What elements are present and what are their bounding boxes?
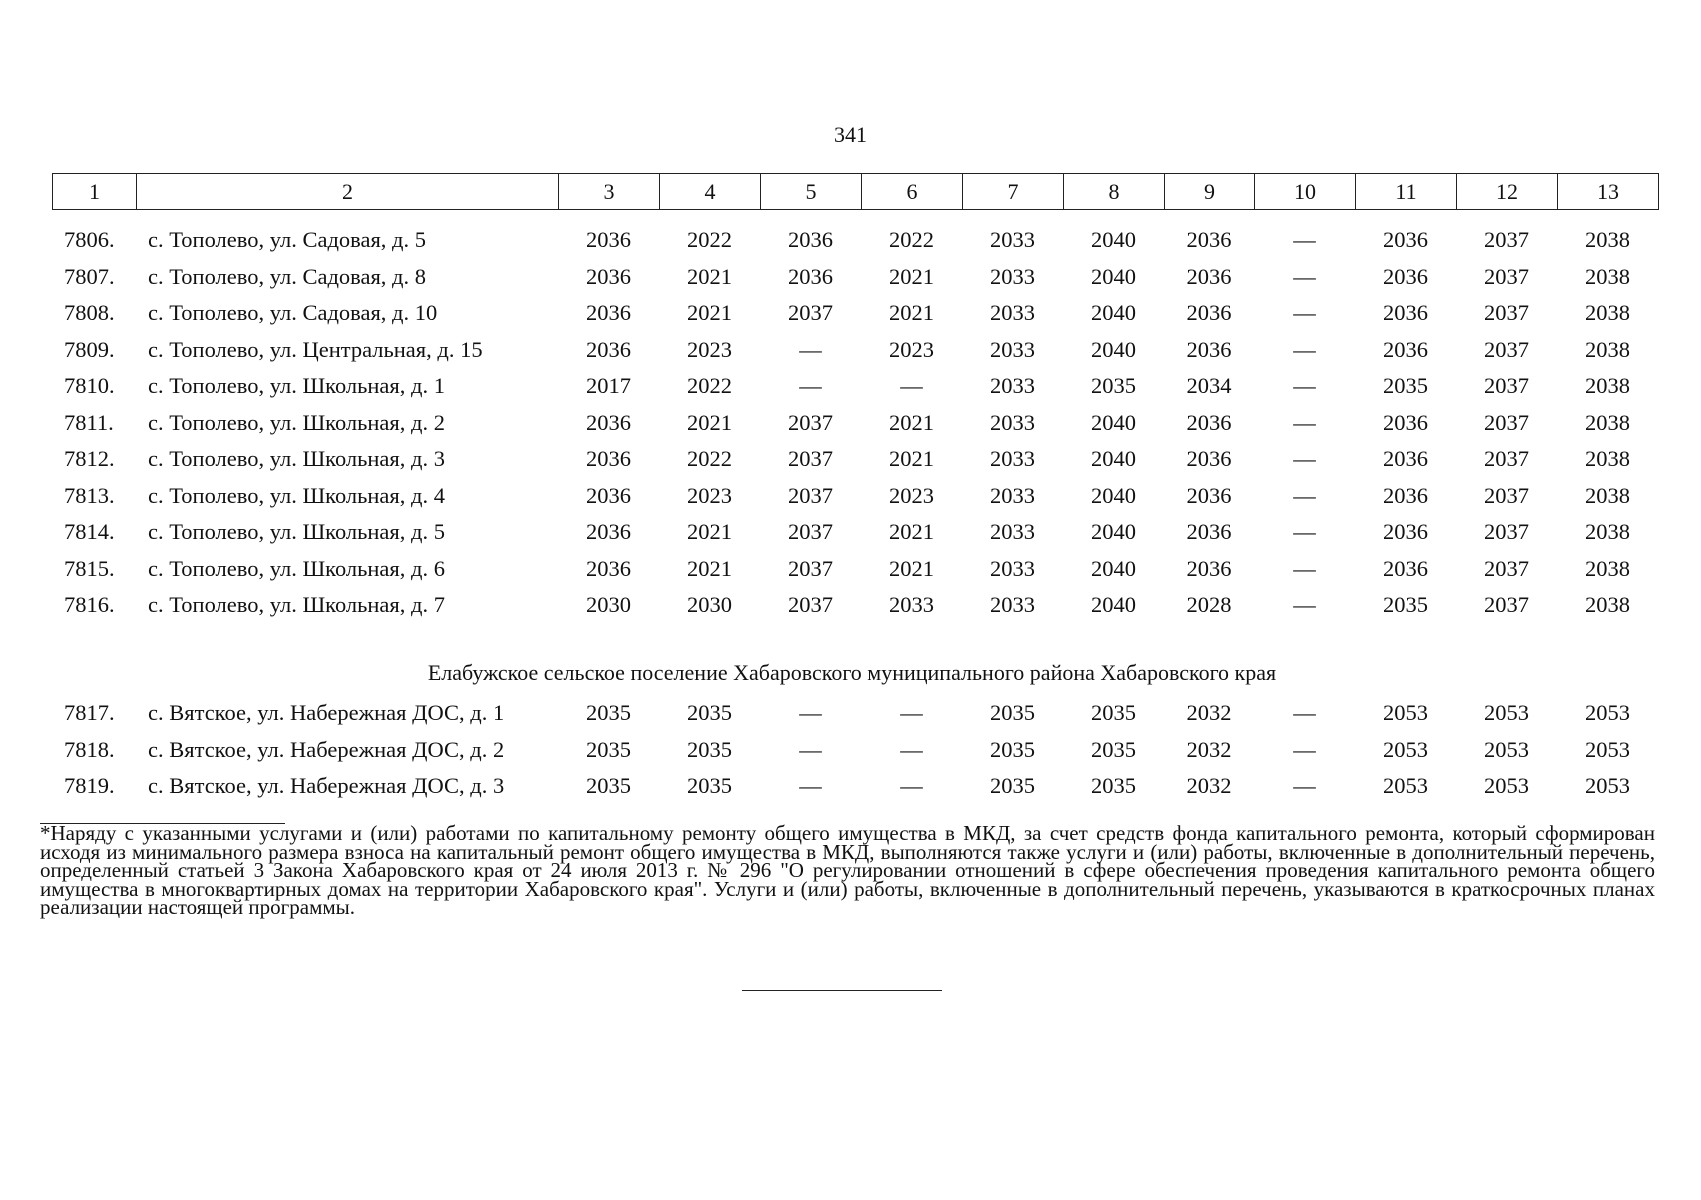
row-value-col-13: 2038	[1585, 555, 1630, 581]
table-row	[52, 332, 1658, 369]
row-value-col-10: —	[1293, 700, 1316, 726]
row-value-col-4: 2022	[687, 373, 732, 399]
table-row	[52, 295, 1658, 332]
row-value-col-13: 2038	[1585, 300, 1630, 326]
row-value-col-6: 2021	[889, 409, 934, 435]
row-value-col-3: 2036	[586, 482, 631, 508]
row-value-col-3: 2036	[586, 263, 631, 289]
row-address: с. Тополево, ул. Центральная, д. 15	[148, 336, 483, 362]
row-address: с. Тополево, ул. Садовая, д. 8	[148, 263, 427, 289]
row-value-col-13: 2038	[1585, 263, 1630, 289]
row-value-col-6: 2033	[889, 592, 934, 618]
row-value-col-8: 2035	[1091, 773, 1136, 799]
row-value-col-3: 2035	[586, 700, 631, 726]
row-address: с. Тополево, ул. Школьная, д. 2	[148, 409, 445, 435]
row-address: с. Тополево, ул. Школьная, д. 1	[148, 373, 445, 399]
row-value-col-9: 2036	[1186, 409, 1232, 435]
row-value-col-11: 2035	[1383, 373, 1428, 399]
row-number: 7806.	[64, 227, 115, 253]
row-value-col-13: 2038	[1585, 446, 1630, 472]
row-value-col-9: 2036	[1186, 482, 1232, 508]
column-header-row	[53, 174, 1659, 210]
end-divider	[742, 990, 942, 991]
row-value-col-4: 2021	[687, 519, 732, 545]
row-value-col-5: —	[799, 736, 822, 762]
row-value-col-4: 2030	[687, 592, 732, 618]
row-value-col-9: 2032	[1186, 700, 1232, 726]
row-value-col-10: —	[1293, 446, 1316, 472]
row-value-col-10: —	[1293, 263, 1316, 289]
row-value-col-11: 2036	[1383, 519, 1428, 545]
row-value-col-3: 2035	[586, 773, 631, 799]
row-value-col-3: 2036	[586, 227, 631, 253]
row-value-col-12: 2037	[1484, 263, 1529, 289]
row-address: с. Тополево, ул. Школьная, д. 7	[148, 592, 445, 618]
row-value-col-6: 2021	[889, 300, 934, 326]
row-value-col-3: 2017	[586, 373, 631, 399]
column-header-4: 4	[660, 174, 761, 210]
row-value-col-7: 2033	[990, 446, 1035, 472]
row-value-col-10: —	[1293, 482, 1316, 508]
row-value-col-3: 2036	[586, 555, 631, 581]
row-number: 7817.	[64, 700, 115, 726]
row-value-col-13: 2038	[1585, 336, 1630, 362]
row-value-col-8: 2035	[1091, 736, 1136, 762]
row-value-col-5: —	[799, 336, 822, 362]
row-value-col-6: —	[900, 373, 923, 399]
row-value-col-10: —	[1293, 409, 1316, 435]
row-value-col-9: 2034	[1186, 373, 1232, 399]
row-value-col-8: 2040	[1091, 446, 1136, 472]
row-value-col-7: 2035	[990, 736, 1035, 762]
row-value-col-5: 2037	[788, 409, 833, 435]
row-value-col-10: —	[1293, 773, 1316, 799]
column-header-2: 2	[137, 174, 559, 210]
row-number: 7809.	[64, 336, 115, 362]
row-value-col-7: 2033	[990, 409, 1035, 435]
row-value-col-4: 2035	[687, 736, 732, 762]
table-row	[52, 222, 1658, 259]
row-value-col-8: 2040	[1091, 263, 1136, 289]
row-value-col-6: 2021	[889, 555, 934, 581]
row-value-col-11: 2036	[1383, 482, 1428, 508]
row-value-col-10: —	[1293, 300, 1316, 326]
row-value-col-9: 2028	[1186, 592, 1232, 618]
row-value-col-4: 2035	[687, 773, 732, 799]
row-value-col-8: 2040	[1091, 300, 1136, 326]
row-value-col-9: 2036	[1186, 555, 1232, 581]
row-value-col-8: 2040	[1091, 482, 1136, 508]
table-row	[52, 259, 1658, 296]
row-value-col-13: 2053	[1585, 736, 1630, 762]
row-value-col-4: 2022	[687, 446, 732, 472]
row-value-col-5: 2037	[788, 592, 833, 618]
row-value-col-13: 2038	[1585, 592, 1630, 618]
row-value-col-7: 2033	[990, 263, 1035, 289]
row-value-col-12: 2053	[1484, 773, 1529, 799]
row-number: 7810.	[64, 373, 115, 399]
row-number: 7812.	[64, 446, 115, 472]
row-value-col-6: —	[900, 736, 923, 762]
row-value-col-4: 2021	[687, 409, 732, 435]
row-value-col-11: 2036	[1383, 409, 1428, 435]
row-address: с. Тополево, ул. Школьная, д. 3	[148, 446, 445, 472]
row-value-col-12: 2037	[1484, 409, 1529, 435]
column-header-9: 9	[1165, 174, 1255, 210]
table-row	[52, 587, 1658, 624]
row-address: с. Вятское, ул. Набережная ДОС, д. 3	[148, 773, 505, 799]
table-row	[52, 478, 1658, 515]
table-row	[52, 551, 1658, 588]
row-value-col-12: 2037	[1484, 592, 1529, 618]
row-value-col-9: 2036	[1186, 300, 1232, 326]
table-row	[52, 695, 1658, 732]
row-value-col-6: 2021	[889, 263, 934, 289]
row-value-col-8: 2040	[1091, 592, 1136, 618]
row-value-col-3: 2036	[586, 446, 631, 472]
table-row	[52, 514, 1658, 551]
row-number: 7814.	[64, 519, 115, 545]
row-value-col-10: —	[1293, 227, 1316, 253]
row-address: с. Вятское, ул. Набережная ДОС, д. 1	[148, 700, 505, 726]
row-value-col-12: 2037	[1484, 373, 1529, 399]
row-value-col-8: 2040	[1091, 519, 1136, 545]
row-value-col-7: 2033	[990, 300, 1035, 326]
row-value-col-5: 2037	[788, 446, 833, 472]
column-header-13: 13	[1558, 174, 1659, 210]
column-header-3: 3	[559, 174, 660, 210]
row-number: 7818.	[64, 736, 115, 762]
row-value-col-11: 2036	[1383, 300, 1428, 326]
row-value-col-3: 2036	[586, 300, 631, 326]
row-value-col-5: —	[799, 773, 822, 799]
row-value-col-3: 2036	[586, 336, 631, 362]
row-value-col-7: 2035	[990, 773, 1035, 799]
row-value-col-8: 2035	[1091, 700, 1136, 726]
row-value-col-7: 2033	[990, 519, 1035, 545]
row-value-col-11: 2036	[1383, 555, 1428, 581]
column-header-6: 6	[862, 174, 963, 210]
column-header-7: 7	[963, 174, 1064, 210]
row-value-col-13: 2038	[1585, 227, 1630, 253]
row-value-col-5: 2037	[788, 555, 833, 581]
row-value-col-3: 2036	[586, 409, 631, 435]
row-value-col-7: 2033	[990, 592, 1035, 618]
row-value-col-13: 2038	[1585, 373, 1630, 399]
row-value-col-5: —	[799, 373, 822, 399]
row-number: 7815.	[64, 555, 115, 581]
row-value-col-4: 2022	[687, 227, 732, 253]
row-value-col-10: —	[1293, 519, 1316, 545]
row-value-col-11: 2053	[1383, 700, 1428, 726]
row-value-col-3: 2036	[586, 519, 631, 545]
row-value-col-5: 2036	[788, 227, 833, 253]
row-value-col-10: —	[1293, 592, 1316, 618]
row-number: 7811.	[64, 409, 114, 435]
row-value-col-4: 2035	[687, 700, 732, 726]
data-table-group-1	[52, 222, 1658, 624]
row-value-col-8: 2035	[1091, 373, 1136, 399]
row-value-col-10: —	[1293, 736, 1316, 762]
row-number: 7808.	[64, 300, 115, 326]
row-number: 7819.	[64, 773, 115, 799]
row-value-col-13: 2038	[1585, 519, 1630, 545]
table-row	[52, 441, 1658, 478]
row-value-col-10: —	[1293, 336, 1316, 362]
row-value-col-6: —	[900, 773, 923, 799]
row-value-col-13: 2038	[1585, 482, 1630, 508]
row-value-col-11: 2035	[1383, 592, 1428, 618]
footnote-text: *Наряду с указанными услугами и (или) работами по капитальному ремонту общего имущества в МКД, за счет средств фонда капитального ремонта, который сформирован исходя из минимального размера взноса на капитальный ремонт общего имущества в МКД, выполняются также услуги и (или) работы, включенные в дополнительный перечень, определенный статьей 3 Закона Хабаровского края от 24 июля 2013 г. № 296 "О регулировании отношений в сфере обеспечения проведения капитального ремонта общего имущества в многоквартирных домах на территории Хабаровского края". Услуги и (или) работы, включенные в дополнительный перечень, указываются в краткосрочных планах реализации настоящей программы.	[40, 821, 1655, 919]
column-header-11: 11	[1356, 174, 1457, 210]
row-value-col-12: 2053	[1484, 736, 1529, 762]
row-value-col-12: 2037	[1484, 482, 1529, 508]
row-number: 7807.	[64, 263, 115, 289]
row-value-col-4: 2023	[687, 482, 732, 508]
page-number: 341	[834, 122, 867, 147]
row-value-col-6: 2022	[889, 227, 934, 253]
row-value-col-11: 2053	[1383, 736, 1428, 762]
row-value-col-7: 2033	[990, 482, 1035, 508]
row-address: с. Тополево, ул. Школьная, д. 4	[148, 482, 445, 508]
row-value-col-13: 2053	[1585, 773, 1630, 799]
row-value-col-10: —	[1293, 373, 1316, 399]
row-value-col-12: 2037	[1484, 446, 1529, 472]
row-value-col-11: 2053	[1383, 773, 1428, 799]
row-value-col-3: 2035	[586, 736, 631, 762]
row-value-col-5: —	[799, 700, 822, 726]
column-header-1: 1	[53, 174, 137, 210]
table-row	[52, 768, 1658, 805]
row-number: 7813.	[64, 482, 115, 508]
row-value-col-8: 2040	[1091, 555, 1136, 581]
column-header-10: 10	[1255, 174, 1356, 210]
row-value-col-4: 2021	[687, 300, 732, 326]
row-value-col-4: 2021	[687, 555, 732, 581]
row-value-col-12: 2037	[1484, 555, 1529, 581]
row-value-col-7: 2033	[990, 555, 1035, 581]
row-value-col-5: 2036	[788, 263, 833, 289]
row-value-col-12: 2053	[1484, 700, 1529, 726]
row-value-col-4: 2023	[687, 336, 732, 362]
row-value-col-11: 2036	[1383, 227, 1428, 253]
table-row	[52, 405, 1658, 442]
table-row	[52, 368, 1658, 405]
row-value-col-5: 2037	[788, 300, 833, 326]
column-header-5: 5	[761, 174, 862, 210]
row-address: с. Тополево, ул. Садовая, д. 5	[148, 227, 427, 253]
column-header-8: 8	[1064, 174, 1165, 210]
row-value-col-12: 2037	[1484, 336, 1529, 362]
row-value-col-6: 2021	[889, 519, 934, 545]
row-value-col-12: 2037	[1484, 227, 1529, 253]
row-number: 7816.	[64, 592, 115, 618]
row-value-col-7: 2035	[990, 700, 1035, 726]
row-value-col-8: 2040	[1091, 336, 1136, 362]
row-value-col-9: 2036	[1186, 519, 1232, 545]
row-value-col-7: 2033	[990, 336, 1035, 362]
row-value-col-13: 2038	[1585, 409, 1630, 435]
column-header-table	[52, 173, 1659, 210]
table-row	[52, 732, 1658, 769]
row-value-col-6: —	[900, 700, 923, 726]
row-address: с. Тополево, ул. Школьная, д. 6	[148, 555, 445, 581]
row-value-col-10: —	[1293, 555, 1316, 581]
row-value-col-6: 2021	[889, 446, 934, 472]
row-address: с. Тополево, ул. Школьная, д. 5	[148, 519, 445, 545]
row-value-col-8: 2040	[1091, 227, 1136, 253]
row-value-col-6: 2023	[889, 336, 934, 362]
row-value-col-9: 2036	[1186, 263, 1232, 289]
column-header-12: 12	[1457, 174, 1558, 210]
row-value-col-9: 2036	[1186, 446, 1232, 472]
row-value-col-13: 2053	[1585, 700, 1630, 726]
row-address: с. Вятское, ул. Набережная ДОС, д. 2	[148, 736, 505, 762]
row-value-col-7: 2033	[990, 227, 1035, 253]
data-table-group-2	[52, 695, 1658, 805]
row-value-col-9: 2032	[1186, 736, 1232, 762]
row-value-col-5: 2037	[788, 519, 833, 545]
row-address: с. Тополево, ул. Садовая, д. 10	[148, 300, 438, 326]
row-value-col-12: 2037	[1484, 519, 1529, 545]
row-value-col-9: 2036	[1186, 227, 1232, 253]
row-value-col-8: 2040	[1091, 409, 1136, 435]
row-value-col-6: 2023	[889, 482, 934, 508]
row-value-col-3: 2030	[586, 592, 631, 618]
row-value-col-9: 2036	[1186, 336, 1232, 362]
section-title: Елабужское сельское поселение Хабаровского муниципального района Хабаровского края	[427, 660, 1277, 685]
row-value-col-11: 2036	[1383, 446, 1428, 472]
row-value-col-9: 2032	[1186, 773, 1232, 799]
row-value-col-12: 2037	[1484, 300, 1529, 326]
row-value-col-7: 2033	[990, 373, 1035, 399]
row-value-col-11: 2036	[1383, 263, 1428, 289]
row-value-col-4: 2021	[687, 263, 732, 289]
row-value-col-5: 2037	[788, 482, 833, 508]
row-value-col-11: 2036	[1383, 336, 1428, 362]
